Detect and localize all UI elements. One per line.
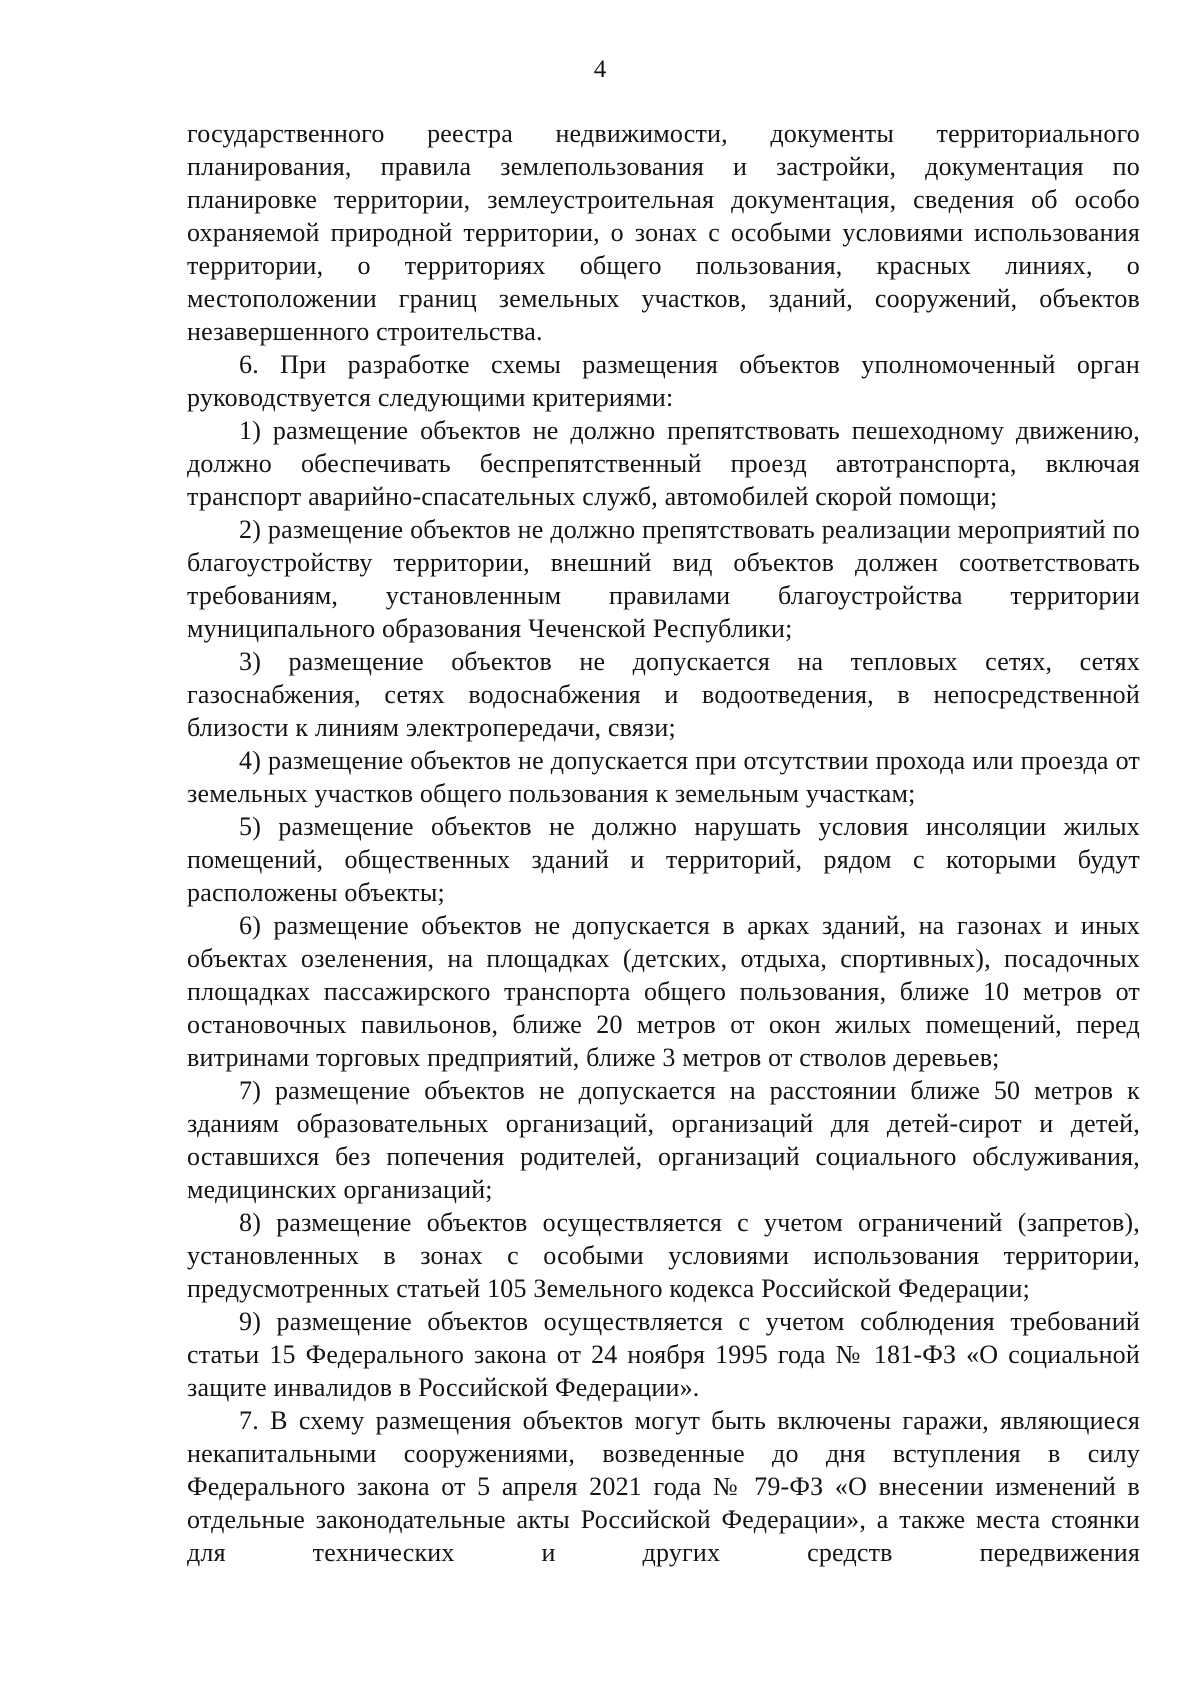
criterion-8: 8) размещение объектов осуществляется с учетом ограничений (запретов), установленных в зонах с особыми условиями использования территории, предусмотренных статьей 105 Земельного кодекса Российской Федерации; [187,1208,1140,1303]
criterion-3: 3) размещение объектов не допускается на тепловых сетях, сетях газоснабжения, сетях водоснабжения и водоотведения, в непосредственной близости к линиям электропередачи, связи; [187,647,1140,742]
paragraph-item-6: 6. При разработке схемы размещения объектов уполномоченный орган руководствуется следующими критериями: [187,350,1140,412]
page-number: 4 [593,56,607,83]
criterion-6: 6) размещение объектов не допускается в арках зданий, на газонах и иных объектах озеленения, на площадках (детских, отдыха, спортивных), посадочных площадках пассажирского транспорта общего пользования, ближе 10 метров от остановочных павильонов, ближе 20 метров от окон жилых помещений, перед витринами торговых предприятий, ближе 3 метров от стволов деревьев; [187,911,1140,1072]
document-body [187,117,1140,1569]
criterion-5: 5) размещение объектов не должно нарушать условия инсоляции жилых помещений, общественных зданий и территорий, рядом с которыми будут расположены объекты; [187,812,1140,907]
paragraph-registry-continuation: государственного реестра недвижимости, документы территориального планирования, правила землепользования и застройки, документация по планировке территории, землеустроительная документация, сведения об особо охраняемой природной территории, о зонах с особыми условиями использования территории, о территориях общего пользования, красных линиях, о местоположении границ земельных участков, зданий, сооружений, объектов незавершенного строительства. [187,119,1140,346]
criterion-2: 2) размещение объектов не должно препятствовать реализации мероприятий по благоустройству территории, внешний вид объектов должен соответствовать требованиям, установленным правилами благоустройства территории муниципального образования Чеченской Республики; [187,515,1140,643]
criterion-1: 1) размещение объектов не должно препятствовать пешеходному движению, должно обеспечивать беспрепятственный проезд автотранспорта, включая транспорт аварийно-спасательных служб, автомобилей скорой помощи; [187,416,1140,511]
paragraph-item-7: 7. В схему размещения объектов могут быть включены гаражи, являющиеся некапитальными сооружениями, возведенные до дня вступления в силу Федерального закона от 5 апреля 2021 года № 79-ФЗ «О внесении изменений в отдельные законодательные акты Российской Федерации», а также места стоянки для технических и других средств передвижения [187,1406,1140,1567]
criterion-4: 4) размещение объектов не допускается при отсутствии прохода или проезда от земельных участков общего пользования к земельным участкам; [187,746,1140,808]
criterion-7: 7) размещение объектов не допускается на расстоянии ближе 50 метров к зданиям образовательных организаций, организаций для детей-сирот и детей, оставшихся без попечения родителей, организаций социального обслуживания, медицинских организаций; [187,1076,1140,1204]
criterion-9: 9) размещение объектов осуществляется с учетом соблюдения требований статьи 15 Федерального закона от 24 ноября 1995 года № 181-ФЗ «О социальной защите инвалидов в Российской Федерации». [187,1307,1140,1402]
